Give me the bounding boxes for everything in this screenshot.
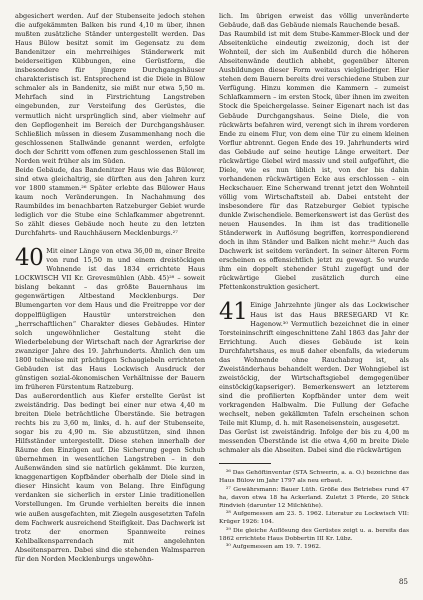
footnote-29: ²⁹ Die gleiche Auflösung des Gerüstes zeigt u. a. bereits das 1862 errichtete Haus Dobbertin III Kr. Lübz.	[219, 527, 409, 542]
footnote-27: ²⁷ Gewährsmann: Bauer Lüth. Größe des Betriebes rund 47 ha, davon etwa 18 ha Ackerland. Zuletzt 3 Pferde, 20 Stück Rindvieh (darunter 12 Milchkühe).	[219, 486, 409, 510]
paragraph-geruest-zweistaendrig: Das Gerüst ist zweiständrig. Infolge der bis zu 4,00 m messenden Überstände ist die etwa 4,60 m breite Diele schmaler als die Abseiten. Dabei sind die rückwärtigen	[219, 428, 409, 455]
paragraph-raumbild: Das Raumbild ist mit dem Stube-Kammer-Block und der Abseitenküche eindeutig zweizonig, doch ist der Wohnteil, der sich im Außenbild durch die höheren Abseitenwände deutlich abhebt, gegenüber älteren Ausbildungen dieser Form weitaus vielgliedriger. Hier stehen dem Bauern bereits drei verschiedene Stuben zur Verfügung. Hinzu kommen die Kammern – zumeist Schlafkammern – im ersten Stock, über ihnen im zweiten Stock die Speichergelasse. Seiner Eigenart nach ist das Gebäude Durchgangshaus. Seine Diele, die von rückwärts befahren wird, verengt sich in ihrem vorderen Ende zu einem Flur, von dem eine Tür zu einem kleinen Vorflur abtrennt. Gegen Ende des 19. Jahrhunderts wird das Gebäude auf seine heutige Länge erweitert. Der rückwärtige Giebel wird massiv und steil aufgeführt, die Diele, wie es nun üblich ist, von der bis dahin vorhandenen rückwärtigen Ecke aus erschlossen – ein Heckschauer. Eine Scherwand trennt jetzt den Wohnteil völlig vom Wirtschaftsteil ab. Dabei entsteht der insbesondere für das Ratzeburger Gebiet typische dunkle Zwischendiele. Bemerkenswert ist das Gerüst des neuen Hausendes. In ihm ist das traditionelle Ständerwerk in Auflösung begriffen, korrespondierend doch in ihm Ständer und Balken nicht mehr.²⁹ Auch das Dachwerk ist seitdem verändert. In seiner älteren Form erscheinen es offensichtlich jetzt zu gewagt. So wurde ihm ein doppelt stehender Stuhl zugefügt und der rückwärtige Giebel zusätzlich durch eine Pfettenkonstruktion gesichert.	[219, 30, 409, 292]
left-column	[15, 12, 205, 564]
footnotes	[219, 469, 409, 551]
section-number-41: 41	[219, 299, 248, 326]
page-number: 85	[398, 577, 408, 586]
footnote-divider	[219, 463, 271, 464]
paragraph-stubenseite: abgesichert werden. Auf der Stubenseite jedoch stehen die aufgekämmten Balken bis rund 4,10 m über, ihnen mußten zusätzliche Ständer untergestellt werden. Das Haus Bülow besitzt somit im Gegensatz zu dem Bandenitzer ein mehrreihiges Ständerwerk mit beiderseitigen Kübbungen, eine Gerüstform, die insbesondere für jüngere Durchgangshäuser charakteristisch ist. Entsprechend ist die Diele in Bülow schmaler als in Bandenitz, sie mißt nur etwa 5,50 m. Mehrfach sind in Firstrichtung Langstreben eingebunden, zur Versteifung des Gerüstes, die vermutlich nicht ursprünglich sind, aber vielmehr auf den Gepflogenheit im Bereich der Durchgangshäuser. Schließlich müssen in diesem Zusammenhang noch die geschlossenen Stallwände genannt werden, erfolgte doch der Schritt vom offenen zum geschlossenen Stall im Norden weit früher als im Süden.	[15, 12, 205, 165]
footnote-28: ²⁸ Aufgemessen am 23. 5. 1962. Literatur zu Lockwisch VII: Krüger 1926: 104.	[219, 511, 409, 526]
paragraph-lockwisch-text: Mit einer Länge von etwa 36,00 m, einer Breite von rund 15,50 m und einem dreistöckigen Wohnende ist das 1834 errichtete Haus LOCKWISCH VII Kr. Grevesmühlen (Abb. 45)²⁸ – soweit bislang bekannt – das größte Bauernhaus im gegenwärtigen Altbestand Mecklenburgs. Der Blumengarten vor dem Haus und die Freitreppe vor der doppelflügligen Haustür unterstreichen den „herrschaftlichen“ Charakter dieses Gebäudes. Hinter solch ungewöhnlicher Gestaltung steht die Wiederbelebung der Wirtschaft nach der Agrarkrise der zwanziger Jahre des 19. Jahrhunderts. Ähnlich den um 1800 teilweise mit prächtigen Schaugiebeln errichteten Gebäuden ist das Haus Lockwisch Ausdruck der günstigen sozial-ökonomischen Verhältnisse der Bauern im früheren Fürstentum Ratzeburg.	[15, 247, 205, 391]
footnote-26: ²⁶ Das Gehöftinventar (STA Schwerin, a. a. O.) bezeichne das Haus Bülow im Jahr 1797 als neu erbaut.	[219, 470, 409, 485]
paragraph-gleichaltrig: Beide Gebäude, das Bandenitzer Haus wie das Bülower, sind etwa gleichaltrig, sie dürften aus den Jahren kurz vor 1800 stammen.²⁶ Später erlebte das Bülower Haus kaum noch Veränderungen. In Nachahmung des Raumbildes im benachbarten Ratzeburger Gebiet wurde lediglich vor die Stube eine Schlafkammer abgetrennt. So zählt dieses Gebäude noch heute zu den letzten Durchfahrts- und Rauchhäusern Mecklenburgs.²⁷	[15, 165, 205, 238]
footnote-30: ³⁰ Aufgemessen am 19. 7. 1962.	[226, 544, 321, 551]
paragraph-bresegard	[219, 301, 409, 428]
paragraph-rauchende: lich. Im übrigen erweist das völlig unveränderte Gebäude, daß das Gebäude niemals Rauchende besaß.	[219, 12, 409, 30]
right-column	[219, 12, 409, 551]
paragraph-geruest-kiefer: Das außerordentlich aus Kiefer erstellte Gerüst ist zweiständrig. Das bedingt bei einer nur etwa 4,40 m breiten Diele beträchtliche Überstände. Sie betragen rechts bis zu 3,60 m, links, d. h. auf der Stubenseite, sogar bis zu 4,90 m. Sie abzustützen, sind ihnen Hilfsständer untergestellt. Diese stehen innerhalb der Räume den Einzügen auf. Die Sicherung gegen Schub übernehmen in wesentlichen Langstreben – in den Außenwänden sind sie natürlich gekämmt. Die kurzen, knaggenartigen Kopfbänder oberhalb der Diele sind in dieser Hinsicht kaum von Belang. Ihre Einfügung verdanken sie sicherlich in erster Linie traditionellen Vorstellungen. Im Grunde verhielten bereits die innen wie außen ausgefachten, mit Ziegeln ausgesetzten Tafeln dem Fachwerk ausreichend Steifigkeit. Das Dachwerk ist trotz der enormen Spannweite reines Kehlbalkensparrendach mit angelehnten Abseitensparren. Dabei sind die stehenden Walmsparren für den Norden Mecklenburgs ungewöhn-	[15, 391, 205, 563]
paragraph-lockwisch	[15, 247, 205, 392]
paragraph-bresegard-text: Einige Jahrzehnte jünger als das Lockwischer Haus ist das Haus BRESEGARD VI Kr. Hagenow.³⁰ Vermutlich bezeichnet die in einer Torsteininschrift eingeschnittene Zahl 1863 das Jahr der Errichtung. Auch dieses Gebäude ist kein Durchfahrtshaus, es muß daher ebenfalls, da wiederum das Wohnende ohne Rauchabzug ist, als Zweiständerhaus behandelt werden. Der Wohngiebel ist zweistöckig, der Wirtschaftsgiebel demgegenüber einstöckig(kapseriger). Bemerkenswert an letzterem sind die profilierten Kopfbänder unter dem weit vorkragenden Halbwalm. Die Fullung der Gefache wechselt, neben gekälkmten Tafeln erscheinen schon Teile mit Klump, d. h. mit Raseneisenstein, ausgesetzt.	[219, 301, 409, 428]
section-number-40: 40	[15, 245, 44, 272]
